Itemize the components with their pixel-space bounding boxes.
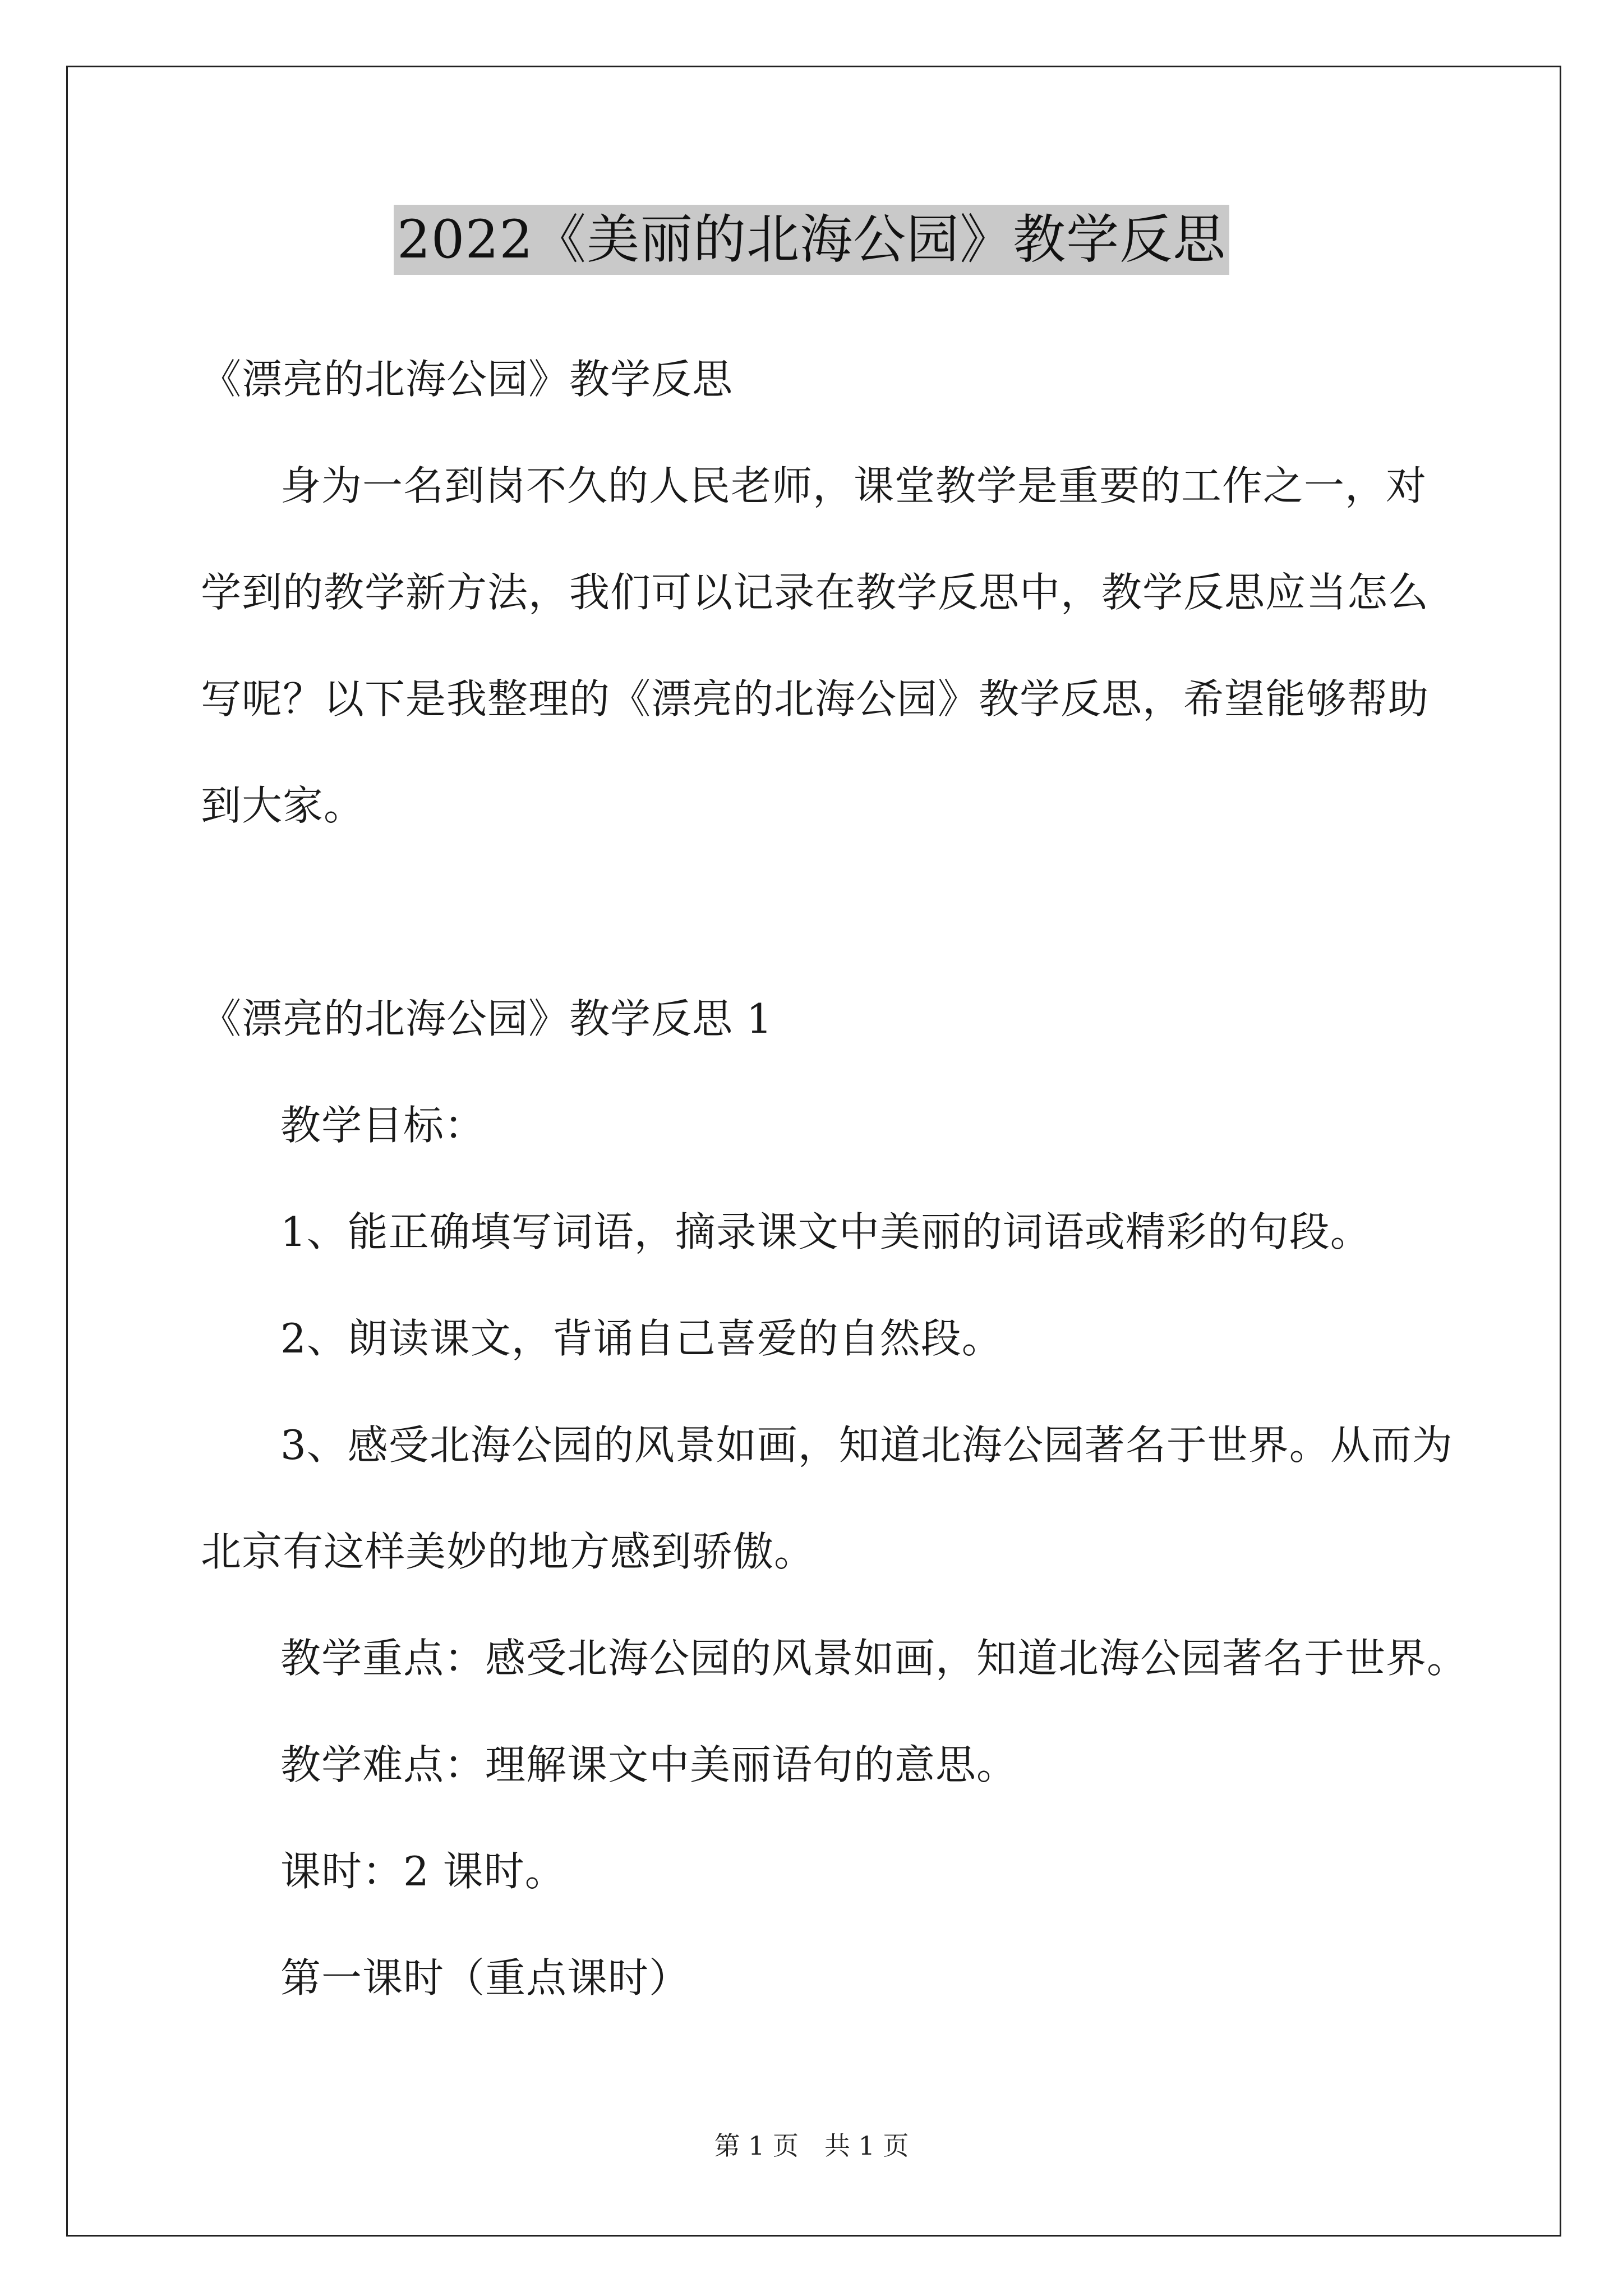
document-title: 2022《美丽的北海公园》教学反思: [394, 205, 1229, 275]
objective-3-line-1: 3、感受北海公园的风景如画，知道北海公园著名于世界。从而为: [280, 1421, 1453, 1469]
intro-line-2: 学到的教学新方法，我们可以记录在教学反思中，教学反思应当怎么: [201, 569, 1430, 616]
intro-line-3: 写呢？以下是我整理的《漂亮的北海公园》教学反思，希望能够帮助: [201, 675, 1430, 723]
document-subtitle: 《漂亮的北海公园》教学反思: [201, 356, 734, 403]
page-footer: 第 1 页 共 1 页: [714, 2131, 909, 2161]
key-point: 教学重点：感受北海公园的风景如画，知道北海公园著名于世界。: [280, 1635, 1468, 1682]
objectives-label: 教学目标：: [280, 1102, 486, 1149]
intro-line-1: 身为一名到岗不久的人民老师，课堂教学是重要的工作之一，对: [280, 462, 1427, 509]
class-hours: 课时：2 课时。: [280, 1848, 566, 1895]
first-lesson: 第一课时（重点课时）: [280, 1954, 690, 2001]
title-container: [0, 205, 1623, 275]
difficulty: 教学难点：理解课文中美丽语句的意思。: [280, 1741, 1018, 1788]
objective-3-line-2: 北京有这样美妙的地方感到骄傲。: [201, 1528, 815, 1575]
objective-1: 1、能正确填写词语，摘录课文中美丽的词语或精彩的句段。: [280, 1208, 1371, 1255]
intro-line-4: 到大家。: [201, 782, 365, 829]
objective-2: 2、朗读课文，背诵自己喜爱的自然段。: [280, 1315, 1003, 1362]
section-heading: 《漂亮的北海公园》教学反思 1: [201, 995, 773, 1042]
